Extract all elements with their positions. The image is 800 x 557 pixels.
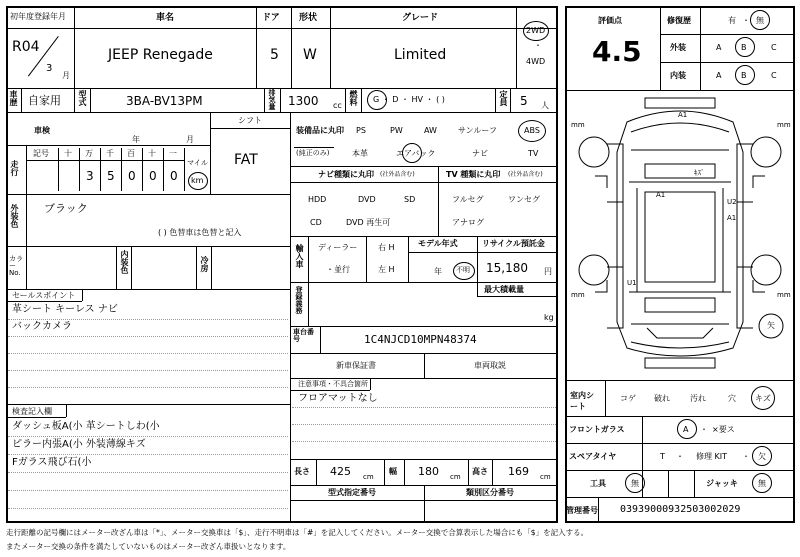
import-left-h: 左 H xyxy=(378,265,395,274)
height-label: 高さ xyxy=(472,467,488,476)
fridge-label: 冷房 xyxy=(200,256,209,272)
tv-fullseg: フルセグ xyxy=(452,195,484,204)
shape-label: 形状 xyxy=(299,13,318,23)
type-designation-label: 型式指定番号 xyxy=(328,488,376,497)
sales-line-0: 革シート キーレス ナビ xyxy=(12,304,118,315)
front-glass-label: フロントガラス xyxy=(569,425,625,434)
max-load-kg: kg xyxy=(544,313,554,322)
mile-label: マイル xyxy=(187,159,208,167)
jack-label: ジャッキ xyxy=(706,479,738,488)
length-label: 長さ xyxy=(294,467,310,476)
km-label: km xyxy=(191,176,204,185)
footer-line-2: またメーター交換の条件を満たしていないものはメーター改ざん車扱いとなります。 xyxy=(6,542,291,551)
interior-grade-c: C xyxy=(771,71,777,80)
model-year-unit: 年 xyxy=(434,267,442,276)
interior-sheet-label: 室内シート xyxy=(570,391,594,411)
capacity-unit: 人 xyxy=(541,101,549,110)
diagram-mark-front: A1 xyxy=(678,111,688,119)
drive-4wd: 4WD xyxy=(526,57,546,66)
equip-leather: 本革 xyxy=(352,149,368,158)
equip-sunroof: サンルーフ xyxy=(458,126,497,135)
sheet-dirt: 汚れ xyxy=(690,394,706,403)
inspection-label: 車検 xyxy=(34,126,50,135)
inspector-line-0: ダッシュ板A(小 革シートしわ(小 xyxy=(12,421,160,432)
era: R04 xyxy=(12,39,40,55)
equip-aw: AW xyxy=(424,126,437,135)
fuel-label: 燃料 xyxy=(349,90,358,106)
inspector-line-2: Fガラス飛び石(小 xyxy=(12,457,92,468)
score-label: 評価点 xyxy=(598,16,622,25)
sales-line-1: バックカメラ xyxy=(12,321,72,332)
class-number-label: 類別区分番号 xyxy=(466,488,514,497)
inspector-line-1: ピラー内張A(小 外装薄線キズ xyxy=(12,439,146,450)
height-unit: cm xyxy=(540,473,551,481)
tv-oneseg: ワンセグ xyxy=(508,195,540,204)
spare-none: 欠 xyxy=(758,452,766,461)
tools-value: 無 xyxy=(631,479,639,488)
import-right-h: 右 H xyxy=(378,243,395,252)
tv-analog: アナログ xyxy=(452,218,484,227)
recycle-amount: 15,180 xyxy=(486,261,528,275)
model: 3BA-BV13PM xyxy=(126,94,203,108)
diagram-mark-rear: A1 xyxy=(656,191,666,199)
mileage-head-1: 十 xyxy=(64,149,72,158)
mgmt-number: 0393900093250300​2029 xyxy=(620,504,741,515)
model-year-label: モデル年式 xyxy=(418,239,458,248)
displacement-label: 排気量 xyxy=(268,89,276,110)
mileage-head-4: 百 xyxy=(127,149,135,158)
recycle-label: リサイクル預託金 xyxy=(482,239,545,248)
shift-label: シフト xyxy=(238,116,262,125)
mgmt-number-label: 管理番号 xyxy=(566,506,598,515)
chassis-label: 車台番号 xyxy=(293,328,314,343)
model-year-unknown: 不明 xyxy=(456,266,470,274)
spare-tire-label: スペアタイヤ xyxy=(569,452,617,461)
mm-label-1: mm xyxy=(571,121,585,129)
drive-2wd: 2WD xyxy=(526,26,546,35)
width-value: 180 xyxy=(418,465,439,478)
front-glass-x: ×要ス xyxy=(712,425,735,434)
mileage-digit-4: 0 xyxy=(170,169,178,183)
mileage-head-2: 万 xyxy=(85,149,93,158)
diagram-mark-a1-right: A1 xyxy=(727,214,737,222)
width-label: 幅 xyxy=(389,467,397,476)
mileage-digit-2: 0 xyxy=(128,169,136,183)
sales-point-label: セールスポイント xyxy=(12,291,76,300)
door-label: ドア xyxy=(262,13,280,23)
score-value: 4.5 xyxy=(592,35,642,68)
car-name: JEEP Renegade xyxy=(108,47,213,63)
diagram-mark-arrow: 矢 xyxy=(767,321,775,330)
new-car-warranty: 新車保証書 xyxy=(336,361,376,370)
vehicle-manual: 車両取説 xyxy=(474,361,506,370)
color-no-label: カラーNo. xyxy=(9,255,23,277)
exterior-grade-b: B xyxy=(741,43,747,52)
footer-line-1: 走行距離の記号欄にはメーター改ざん車は「*」、メーター交換車は「$」、走行不明車は「#」を記入してください。メーター交換で合算表示した場合にも「$」を記入する。 xyxy=(6,528,589,537)
spare-t: T xyxy=(660,452,665,461)
width-unit: cm xyxy=(450,473,461,481)
first-reg-label: 初年度登録年月 xyxy=(10,12,66,21)
model-label: 型式 xyxy=(78,90,87,106)
length-value: 425 xyxy=(330,465,351,478)
import-parallel: ・並行 xyxy=(326,265,350,274)
reg-month: 3 xyxy=(46,63,53,74)
height-value: 169 xyxy=(508,465,529,478)
navi-hdd: HDD xyxy=(308,195,327,204)
mileage-head-6: 一 xyxy=(169,149,177,158)
shift: FAT xyxy=(234,152,258,168)
mileage-head-0: 記号 xyxy=(33,149,49,158)
car-name-label: 車名 xyxy=(156,13,175,23)
spare-kit: 修理 KIT xyxy=(696,452,728,461)
inspector-note-label: 検査記入欄 xyxy=(12,407,52,416)
sheet-scratch: キズ xyxy=(755,394,771,403)
interior-grade-label: 内装 xyxy=(670,71,686,80)
grade: Limited xyxy=(394,47,447,63)
import-dealer: ディーラー xyxy=(318,243,358,252)
mm-label-3: mm xyxy=(571,291,585,299)
cc: cc xyxy=(333,101,342,110)
navi-dvd-play: DVD 再生可 xyxy=(346,218,391,227)
interior-grade-a: A xyxy=(716,71,722,80)
navi-sd: SD xyxy=(404,195,416,204)
navi-type-label: ナビ種類に丸印 xyxy=(318,170,374,179)
sheet-hole: 穴 xyxy=(728,394,736,403)
kind: 自家用 xyxy=(28,94,61,107)
mm-label-2: mm xyxy=(777,121,791,129)
navi-type-sub: (社外品含む) xyxy=(380,171,415,178)
repair-yes: 有 xyxy=(728,16,736,25)
tv-type-sub: (社外品含む) xyxy=(508,171,543,178)
sheet-burn: コゲ xyxy=(620,394,636,403)
equip-tv: TV xyxy=(528,149,539,158)
navi-dvd: DVD xyxy=(358,195,376,204)
diagram-mark-scratch: ｷｽﾞ xyxy=(694,169,705,177)
import-label: 輸入車 xyxy=(295,244,304,268)
equip-pw: PW xyxy=(390,126,403,135)
exterior-grade-c: C xyxy=(771,43,777,52)
tv-type-label: TV 種類に丸印 xyxy=(446,170,501,179)
diagram-mark-u1: U1 xyxy=(627,279,637,287)
equipment-label: 装備品に丸印 xyxy=(296,126,344,135)
notes-label: 注意事項・不具合箇所 xyxy=(298,380,368,388)
mileage-digit-1: 5 xyxy=(107,169,115,183)
capacity-label: 定員 xyxy=(499,90,508,106)
mileage-label: 走行 xyxy=(10,160,19,176)
notes-line-0: フロアマットなし xyxy=(298,393,378,404)
shape: W xyxy=(303,47,317,63)
exterior-grade-label: 外装 xyxy=(670,43,686,52)
capacity: 5 xyxy=(520,94,528,108)
recycle-yen: 円 xyxy=(544,267,552,276)
color-note: ( ) 色替車は色替と記入 xyxy=(158,228,242,237)
equip-abs: ABS xyxy=(524,126,540,135)
grade-label: グレード xyxy=(402,13,439,23)
equip-navi: ナビ xyxy=(472,149,488,158)
color-label: 外装色 xyxy=(10,204,19,228)
reg-label: 登録義務 xyxy=(295,286,303,314)
sheet-tear: 破れ xyxy=(654,394,670,403)
jack-value: 無 xyxy=(758,479,766,488)
mileage-head-3: 千 xyxy=(106,149,114,158)
equip-airbag: エアバック xyxy=(396,149,436,158)
inspection-year: 年 xyxy=(132,135,140,144)
color-value: ブラック xyxy=(44,202,88,215)
mm-label-4: mm xyxy=(777,291,791,299)
chassis-number: 1C4NJCD10MPN48374 xyxy=(364,333,477,346)
displacement: 1300 xyxy=(288,94,319,108)
mileage-digit-3: 0 xyxy=(149,169,157,183)
equipment-sub: (純正のみ) xyxy=(296,149,330,157)
interior-grade-b: B xyxy=(741,71,747,80)
length-unit: cm xyxy=(363,473,374,481)
front-glass-a: A xyxy=(683,425,689,434)
kind-label: 車歴 xyxy=(9,90,18,106)
inspection-month: 月 xyxy=(186,135,194,144)
mileage-digit-0: 3 xyxy=(86,169,94,183)
navi-cd: CD xyxy=(310,218,322,227)
doors: 5 xyxy=(270,47,279,63)
max-load-label: 最大積載量 xyxy=(484,285,524,294)
interior-color-label: 内装色 xyxy=(120,250,129,274)
repair-history-label: 修復歴 xyxy=(667,16,691,25)
diagram-mark-u2: U2 xyxy=(727,198,737,206)
tools-label: 工具 xyxy=(590,479,606,488)
exterior-grade-a: A xyxy=(716,43,722,52)
equip-ps: PS xyxy=(356,126,366,135)
repair-no: 無 xyxy=(756,16,764,25)
month-unit: 月 xyxy=(62,71,70,80)
fuel: G ・ D ・ HV ・ ( ) xyxy=(373,95,445,104)
mileage-head-5: 十 xyxy=(148,149,156,158)
car-damage-diagram xyxy=(567,92,793,376)
